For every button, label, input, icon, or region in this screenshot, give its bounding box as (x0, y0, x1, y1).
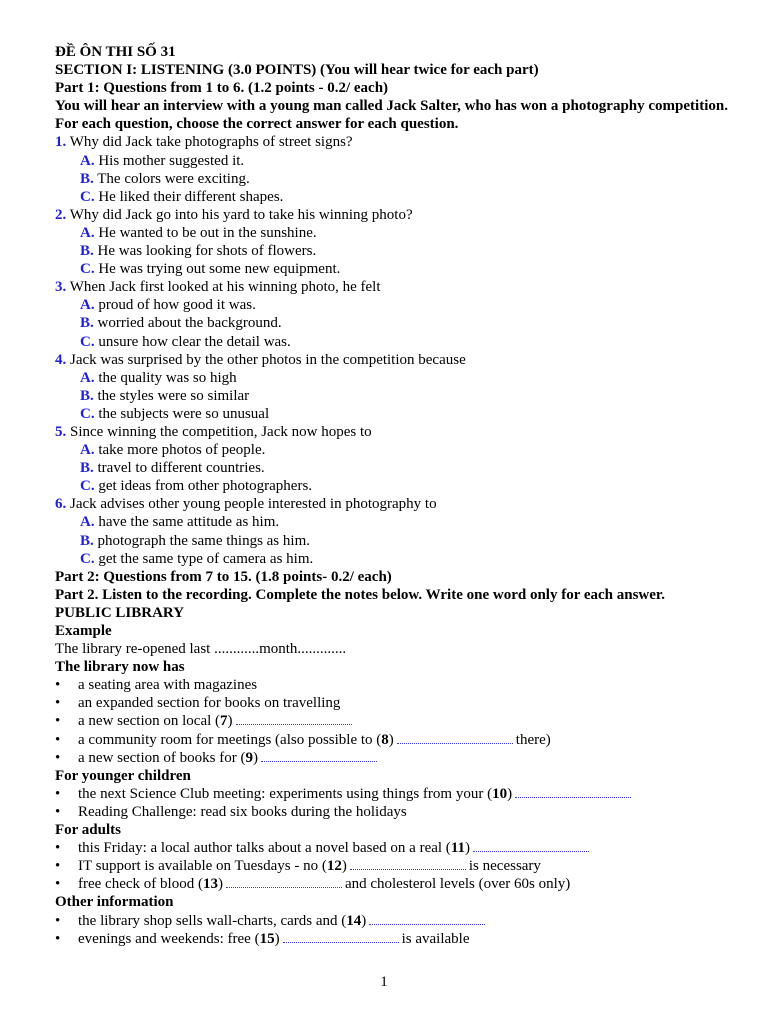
question-5 (55, 423, 735, 441)
notes-item (55, 694, 735, 712)
item-text: a new section of books for ( (78, 749, 246, 766)
answer-blank[interactable] (369, 913, 485, 925)
blank-number: 8 (381, 731, 389, 748)
item-text-after: is available (401, 930, 470, 947)
question-6 (55, 495, 735, 513)
part2-instructions: Part 2. Listen to the recording. Complete the notes below. Write one word only for each answer. (55, 586, 665, 603)
answer-option (55, 387, 735, 405)
answer-option (55, 314, 735, 332)
option-letter: B. (80, 387, 94, 404)
answer-blank[interactable] (261, 750, 377, 762)
question-text: Jack was surprised by the other photos in the competition because (70, 351, 466, 368)
option-text: proud of how good it was. (98, 297, 256, 314)
bullet-icon: • (55, 840, 61, 857)
option-letter: C. (80, 478, 95, 495)
option-letter: C. (80, 405, 95, 422)
option-text: He was trying out some new equipment. (98, 261, 341, 278)
answer-blank[interactable] (473, 840, 589, 852)
document-title: ĐỀ ÔN THI SỐ 31 (55, 44, 176, 60)
notes-item (55, 930, 735, 948)
page-number: 1 (380, 974, 388, 990)
answer-option (55, 550, 735, 568)
option-letter: A. (80, 514, 95, 531)
bullet-icon: • (55, 731, 61, 748)
item-text: free check of blood ( (78, 876, 203, 893)
item-paren: ) (274, 930, 280, 947)
question-number: 3. (55, 279, 67, 296)
notes-item (55, 875, 735, 893)
option-letter: A. (80, 297, 95, 314)
question-text: Jack advises other young people interested in photography to (70, 496, 437, 513)
option-text: He liked their different shapes. (98, 188, 284, 205)
option-letter: A. (80, 152, 95, 169)
question-text: Since winning the competition, Jack now hopes to (70, 423, 372, 440)
answer-blank[interactable] (397, 732, 513, 744)
blank-number: 13 (202, 876, 218, 893)
notes-group-heading: Other information (55, 894, 174, 911)
question-text: When Jack first looked at his winning photo, he felt (69, 279, 381, 296)
answer-option (55, 369, 735, 387)
question-number: 1. (55, 134, 67, 151)
item-paren: ) (361, 912, 367, 929)
answer-option (55, 152, 735, 170)
answer-option (55, 405, 735, 423)
bullet-icon: • (55, 912, 61, 929)
item-paren: ) (507, 785, 513, 802)
bullet-icon: • (55, 785, 61, 802)
item-text: this Friday: a local author talks about a novel based on a real ( (78, 840, 451, 857)
answer-option (55, 170, 735, 188)
bullet-icon: • (55, 858, 61, 875)
question-list (55, 133, 735, 567)
option-text: get ideas from other photographers. (98, 478, 313, 495)
option-text: the subjects were so unusual (98, 405, 270, 422)
notes-group-heading: The library now has (55, 659, 185, 676)
blank-number: 15 (259, 930, 275, 947)
item-text: a new section on local ( (78, 713, 221, 730)
option-letter: B. (80, 532, 94, 549)
option-text: He was looking for shots of flowers. (97, 243, 317, 260)
bullet-icon: • (55, 677, 61, 694)
answer-option (55, 477, 735, 495)
answer-option (55, 459, 735, 477)
item-paren: ) (341, 858, 347, 875)
item-paren: ) (227, 713, 233, 730)
option-letter: A. (80, 442, 95, 459)
option-letter: B. (80, 170, 94, 187)
answer-blank[interactable] (226, 876, 342, 888)
option-letter: A. (80, 224, 95, 241)
notes-title: PUBLIC LIBRARY (55, 604, 185, 621)
option-letter: B. (80, 460, 94, 477)
question-number: 5. (55, 423, 67, 440)
question-3 (55, 278, 735, 296)
option-text: His mother suggested it. (98, 152, 245, 169)
option-letter: B. (80, 243, 94, 260)
question-text: Why did Jack take photographs of street signs? (69, 134, 353, 151)
notes-item (55, 749, 735, 767)
bullet-icon: • (55, 803, 61, 820)
answer-option (55, 188, 735, 206)
answer-blank[interactable] (236, 713, 352, 725)
part1-heading: Part 1: Questions from 1 to 6. (1.2 points - 0.2/ each) (55, 80, 389, 97)
answer-option (55, 532, 735, 550)
answer-blank[interactable] (515, 786, 631, 798)
item-paren: ) (388, 731, 394, 748)
item-text-after: there) (515, 731, 551, 748)
answer-option (55, 242, 735, 260)
notes-group-heading: For younger children (55, 767, 191, 784)
question-2 (55, 206, 735, 224)
option-letter: A. (80, 369, 95, 386)
blank-number: 7 (220, 713, 228, 730)
answer-option (55, 441, 735, 459)
bullet-icon: • (55, 876, 61, 893)
item-text: the next Science Club meeting: experiments using things from your ( (78, 785, 493, 802)
option-text: travel to different countries. (97, 460, 265, 477)
item-text: a community room for meetings (also possible to ( (78, 731, 382, 748)
question-4 (55, 351, 735, 369)
option-letter: C. (80, 261, 95, 278)
option-letter: C. (80, 188, 95, 205)
item-text: evenings and weekends: free ( (78, 930, 260, 947)
bullet-icon: • (55, 695, 61, 712)
answer-option (55, 224, 735, 242)
item-text-after: and cholesterol levels (over 60s only) (344, 876, 571, 893)
blank-number: 12 (326, 858, 342, 875)
question-number: 2. (55, 206, 67, 223)
item-paren: ) (252, 749, 258, 766)
option-text: take more photos of people. (98, 442, 266, 459)
notes-item (55, 785, 735, 803)
notes-item (55, 731, 735, 749)
answer-blank[interactable] (283, 931, 399, 943)
question-number: 4. (55, 351, 67, 368)
option-text: unsure how clear the detail was. (98, 333, 291, 350)
answer-option (55, 513, 735, 531)
example-text: The library re-opened last ............month............. (55, 641, 347, 658)
example-label: Example (55, 623, 112, 639)
answer-option (55, 296, 735, 314)
notes-group-heading: For adults (55, 822, 121, 839)
blank-number: 11 (450, 840, 465, 857)
item-text: Reading Challenge: read six books during the holidays (78, 803, 407, 820)
notes-item (55, 839, 735, 857)
option-letter: C. (80, 333, 95, 350)
option-letter: C. (80, 550, 95, 567)
option-text: have the same attitude as him. (98, 514, 280, 531)
answer-option (55, 333, 735, 351)
item-text: an expanded section for books on travelling (78, 695, 341, 712)
question-1 (55, 133, 735, 151)
notes-item (55, 857, 735, 875)
option-text: get the same type of camera as him. (98, 550, 314, 567)
option-text: photograph the same things as him. (97, 532, 310, 549)
option-text: The colors were exciting. (97, 170, 250, 187)
answer-option (55, 260, 735, 278)
notes-item (55, 676, 735, 694)
item-text: the library shop sells wall-charts, cards and ( (78, 912, 347, 929)
option-text: the quality was so high (98, 369, 237, 386)
item-text: IT support is available on Tuesdays - no ( (78, 858, 327, 875)
option-letter: B. (80, 315, 94, 332)
item-text: a seating area with magazines (78, 677, 258, 694)
question-number: 6. (55, 496, 67, 513)
part1-instructions: You will hear an interview with a young man called Jack Salter, who has won a photography competition. For each question, choose the correct answer for each question. (55, 98, 728, 133)
item-text-after: is necessary (468, 858, 541, 875)
bullet-icon: • (55, 713, 61, 730)
item-paren: ) (465, 840, 470, 857)
notes-groups (55, 658, 735, 948)
section-heading: SECTION I: LISTENING (3.0 POINTS) (You will hear twice for each part) (55, 62, 539, 79)
option-text: worried about the background. (97, 315, 282, 332)
bullet-icon: • (55, 930, 61, 947)
bullet-icon: • (55, 749, 61, 766)
item-paren: ) (217, 876, 223, 893)
blank-number: 14 (346, 912, 362, 929)
notes-item (55, 712, 735, 730)
option-text: the styles were so similar (97, 387, 250, 404)
blank-number: 10 (492, 785, 508, 802)
question-text: Why did Jack go into his yard to take his winning photo? (69, 206, 413, 223)
answer-blank[interactable] (350, 858, 466, 870)
blank-number: 9 (245, 749, 253, 766)
document-body (55, 43, 735, 948)
option-text: He wanted to be out in the sunshine. (98, 224, 317, 241)
part2-heading: Part 2: Questions from 7 to 15. (1.8 points- 0.2/ each) (55, 568, 392, 585)
notes-item (55, 912, 735, 930)
notes-item (55, 803, 735, 821)
